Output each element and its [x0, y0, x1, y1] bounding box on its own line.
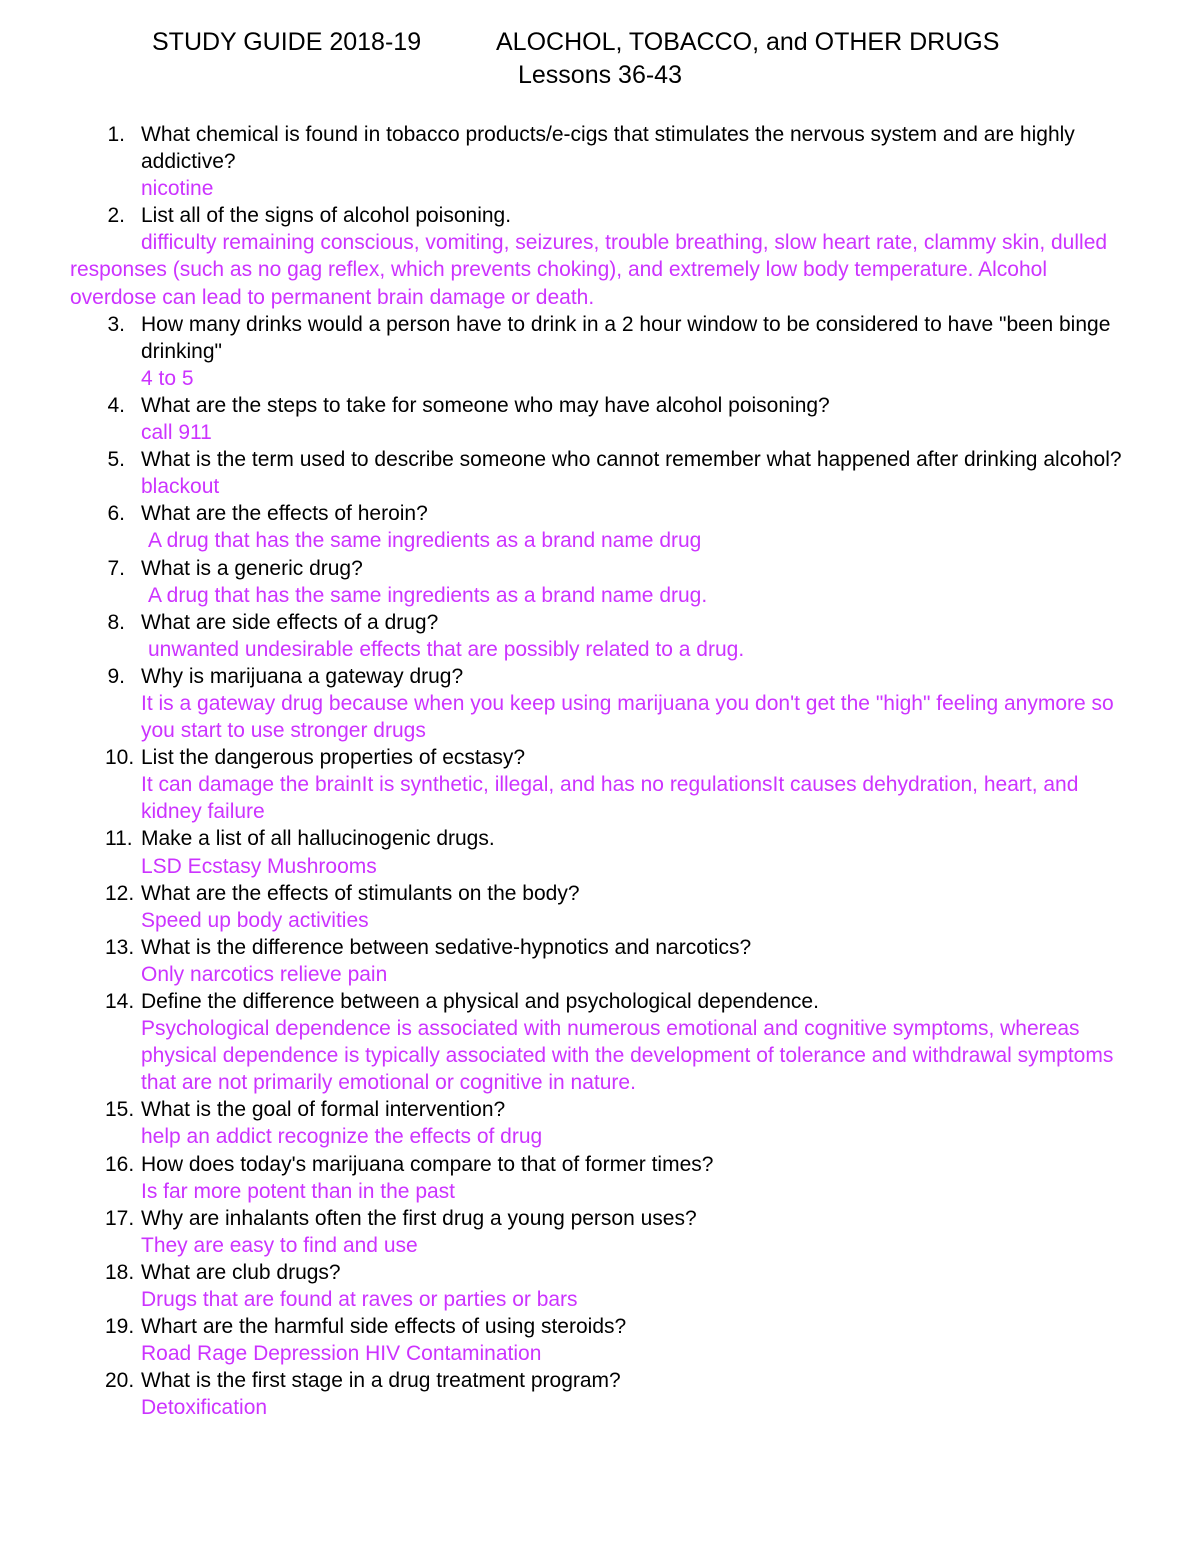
answer-text: They are easy to find and use [141, 1233, 418, 1257]
question-item [0, 446, 1200, 500]
question-item [0, 825, 1200, 879]
question-item [0, 744, 1200, 825]
question-text: What is the term used to describe someone who cannot remember what happened after drinking alcohol? [141, 448, 1122, 472]
answer-text: unwanted undesirable effects that are possibly related to a drug. [148, 637, 745, 661]
answer-text: A drug that has the same ingredients as a brand name drug [148, 529, 702, 553]
question-number: 1. [107, 123, 125, 146]
answer-text: LSD Ecstasy Mushrooms [141, 854, 377, 878]
question-number: 14. [105, 990, 135, 1013]
question-number: 16. [105, 1152, 135, 1176]
title-course: STUDY GUIDE 2018-19 [152, 28, 422, 56]
document-subtitle: Lessons 36-43 [517, 61, 682, 89]
answer-text: Drugs that are found at raves or parties or bars [141, 1288, 578, 1312]
question-item [0, 1151, 1200, 1205]
question-text: List all of the signs of alcohol poisoning. [141, 204, 512, 228]
question-number: 15. [105, 1098, 135, 1122]
question-text: What is a generic drug? [141, 556, 363, 580]
question-number: 13. [105, 935, 135, 959]
question-number: 19. [105, 1315, 135, 1339]
question-number: 3. [107, 312, 125, 336]
answer-text: nicotine [141, 177, 214, 201]
question-text: Define the difference between a physical and psychological dependence. [141, 990, 819, 1013]
question-text: What chemical is found in tobacco products/e-cigs that stimulates the nervous system and are highly addictive? [141, 123, 1075, 174]
question-item [0, 988, 1200, 1096]
answer-text: Is far more potent than in the past [141, 1179, 456, 1203]
answer-text: call 911 [141, 421, 212, 445]
answer-text: Speed up body activities [141, 908, 369, 932]
answer-text: Road Rage Depression HIV Contamination [141, 1342, 542, 1366]
answer-text: It can damage the brainIt is synthetic, illegal, and has no regulationsIt causes dehydration, heart, and kidney failure [141, 773, 1079, 824]
answer-text: A drug that has the same ingredients as a brand name drug. [148, 583, 708, 607]
question-number: 4. [107, 393, 125, 417]
question-item [0, 500, 1200, 554]
question-number: 2. [107, 204, 125, 228]
question-text: Why is marijuana a gateway drug? [141, 664, 464, 688]
question-number: 18. [105, 1260, 135, 1284]
question-item [0, 1313, 1200, 1367]
question-text: What are the effects of stimulants on the body? [141, 881, 580, 905]
question-text: What are side effects of a drug? [141, 610, 439, 634]
question-item [0, 609, 1200, 663]
answer-text: Psychological dependence is associated with numerous emotional and cognitive symptoms, whereas physical dependence is typically associated with the development of tolerance and withdrawal symptoms that are not primarily emotional or cognitive in nature. [141, 1017, 1114, 1095]
answer-text: blackout [141, 475, 220, 499]
question-item [0, 555, 1200, 609]
question-number: 9. [107, 664, 125, 688]
question-item [0, 1205, 1200, 1259]
answer-text: It is a gateway drug because when you keep using marijuana you don't get the "high" feeling anymore so you start to use stronger drugs [141, 691, 1114, 743]
question-number: 7. [107, 556, 125, 580]
question-item [0, 1096, 1200, 1150]
answer-text: Detoxification [141, 1396, 268, 1420]
question-item [0, 311, 1200, 392]
question-item [0, 880, 1200, 934]
question-number: 10. [105, 746, 135, 770]
question-item [0, 121, 1200, 202]
question-item [0, 1259, 1200, 1313]
question-text: Make a list of all hallucinogenic drugs. [141, 827, 495, 851]
answer-text: help an addict recognize the effects of drug [141, 1125, 543, 1149]
question-number: 5. [107, 448, 125, 472]
question-number: 8. [107, 610, 125, 634]
answer-text: Only narcotics relieve pain [141, 962, 388, 986]
answer-text: difficulty remaining conscious, vomiting, seizures, trouble breathing, slow heart rate, clammy skin, dulled responses (such as no gag reflex, which prevents choking), and extremely low body temperature. Alcohol overdose can lead to permanent brain damage or death. [70, 231, 1108, 309]
question-item [0, 934, 1200, 988]
question-text: What are the effects of heroin? [141, 502, 428, 526]
question-item [0, 1367, 1200, 1421]
question-item [0, 202, 1200, 310]
question-text: What are the steps to take for someone who may have alcohol poisoning? [141, 393, 830, 417]
answer-text: 4 to 5 [141, 366, 194, 390]
question-list [0, 121, 1200, 1422]
question-text: What is the first stage in a drug treatment program? [141, 1369, 621, 1393]
question-text: How does today's marijuana compare to that of former times? [141, 1152, 714, 1176]
question-number: 17. [105, 1206, 135, 1230]
question-number: 6. [107, 502, 125, 526]
question-number: 12. [105, 881, 135, 905]
question-text: Whart are the harmful side effects of using steroids? [141, 1315, 627, 1339]
question-text: Why are inhalants often the first drug a young person uses? [141, 1206, 697, 1230]
question-item [0, 392, 1200, 446]
question-item [0, 663, 1200, 744]
question-number: 20. [105, 1369, 135, 1393]
question-text: What is the goal of formal intervention? [141, 1098, 506, 1122]
question-text: What is the difference between sedative-hypnotics and narcotics? [141, 935, 752, 959]
question-text: What are club drugs? [141, 1260, 341, 1284]
question-number: 11. [105, 827, 133, 851]
question-text: List the dangerous properties of ecstasy? [141, 746, 526, 770]
question-text: How many drinks would a person have to drink in a 2 hour window to be considered to have "been binge drinking" [141, 312, 1111, 363]
title-topic: ALOCHOL, TOBACCO, and OTHER DRUGS [496, 28, 1000, 56]
